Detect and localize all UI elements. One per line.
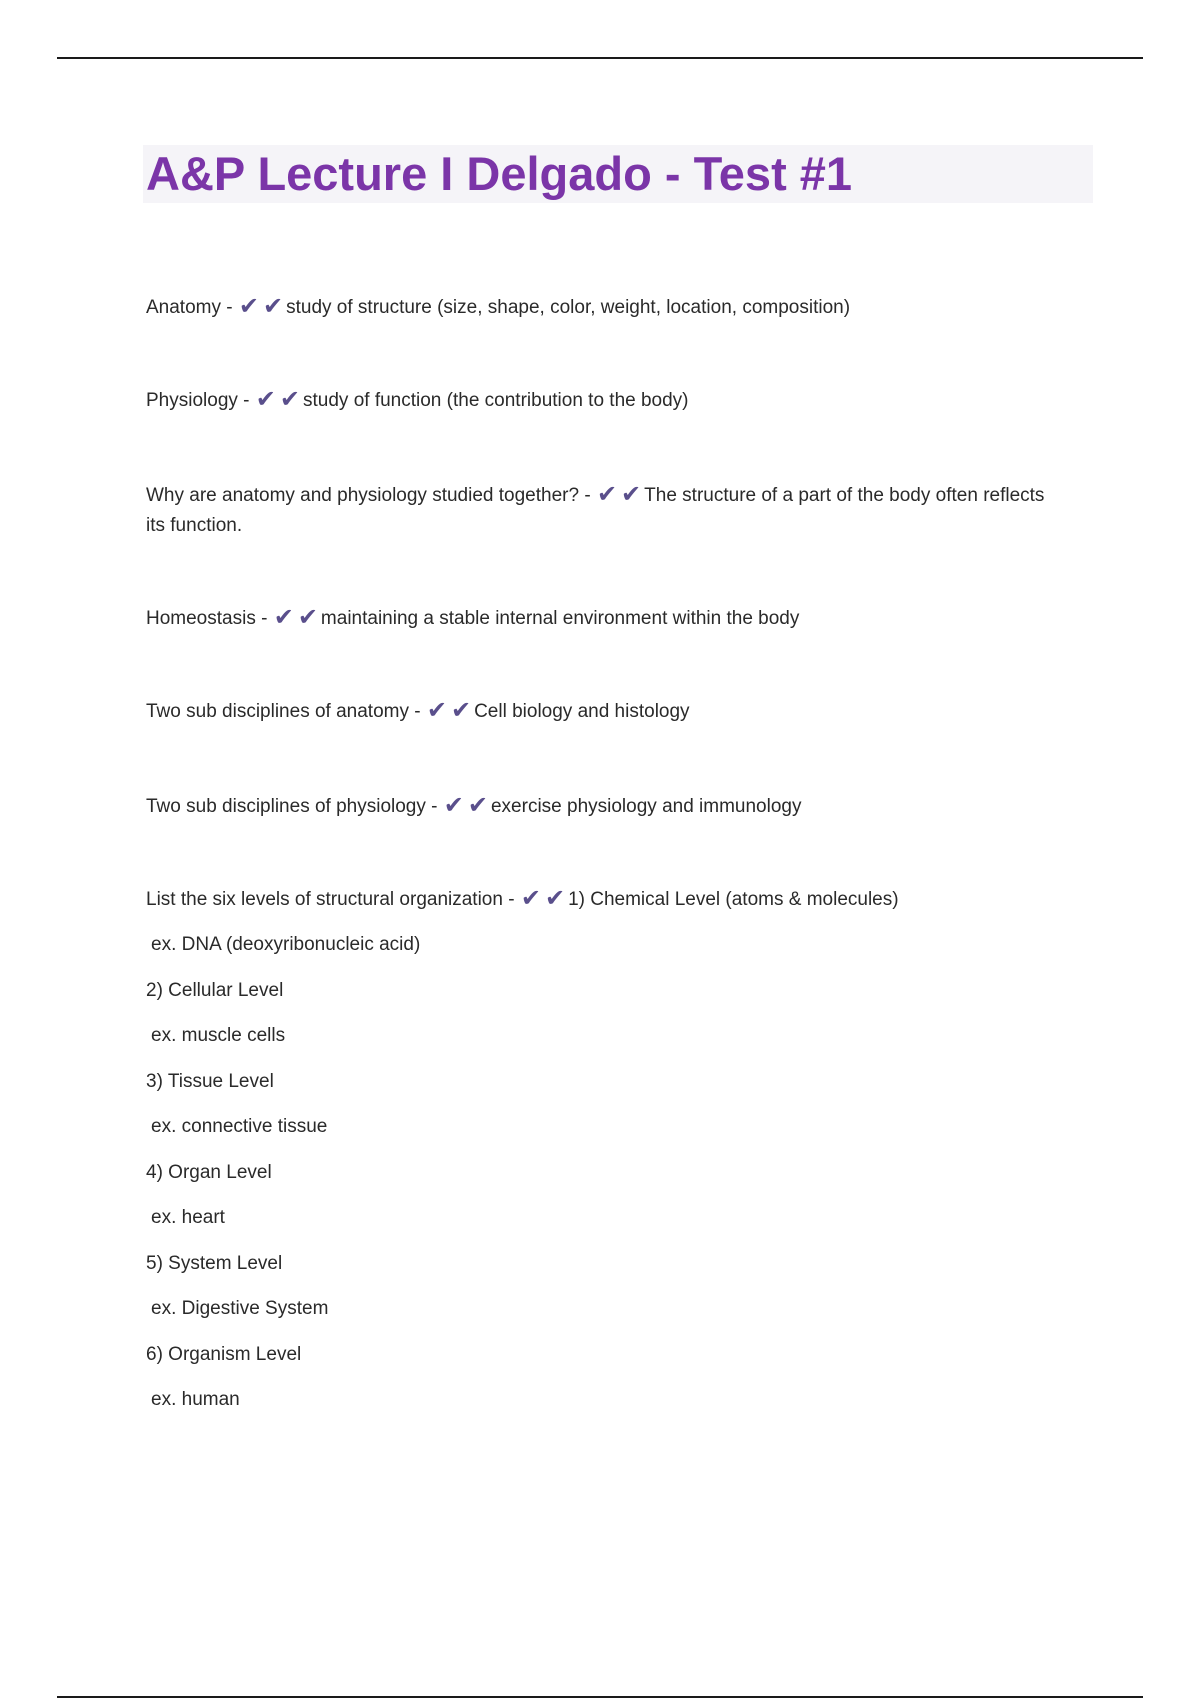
check-icon: ✔: [426, 697, 447, 724]
check-icon: ✔: [443, 792, 464, 819]
check-icon: ✔: [544, 885, 566, 912]
check-icon: ✔: [467, 792, 488, 819]
answer-text: exercise physiology and immunology: [490, 796, 802, 817]
question-text: Why are anatomy and physiology studied together? -: [146, 485, 596, 506]
check-icon: ✔: [621, 481, 642, 508]
level-example: ex. heart: [151, 1207, 225, 1228]
question-text: Two sub disciplines of physiology -: [146, 796, 443, 817]
level-item: 3) Tissue Level: [146, 1070, 274, 1092]
level-example: ex. Digestive System: [151, 1298, 329, 1319]
qa-entry-physiology: [146, 386, 1066, 416]
check-icon: ✔: [279, 386, 300, 413]
qa-entry-anatomy-subdisciplines: [146, 697, 1066, 727]
question-text: Physiology -: [146, 390, 255, 411]
level-example: ex. muscle cells: [151, 1025, 286, 1046]
level-item: 4) Organ Level: [146, 1161, 272, 1183]
question-text: Two sub disciplines of anatomy -: [146, 701, 426, 722]
level-example: ex. connective tissue: [151, 1116, 328, 1137]
qa-entry-physiology-subdisciplines: [146, 792, 1066, 822]
level-example: ex. human: [151, 1389, 240, 1410]
check-icon: ✔: [297, 604, 318, 631]
answer-text: Cell biology and histology: [474, 701, 690, 722]
answer-text: study of function (the contribution to the body): [303, 390, 689, 411]
answer-text: The structure of a part of the body often reflects its function.: [146, 485, 1045, 536]
qa-entry-anatomy: [146, 293, 1066, 323]
answer-text: maintaining a stable internal environment within the body: [320, 608, 800, 629]
answer-text: 1) Chemical Level (atoms & molecules): [568, 889, 899, 910]
level-example: ex. DNA (deoxyribonucleic acid): [151, 934, 421, 955]
qa-entry-structural-levels: [146, 885, 1066, 915]
check-icon: ✔: [255, 386, 276, 413]
check-icon: ✔: [273, 604, 294, 631]
question-text: List the six levels of structural organization -: [146, 889, 520, 910]
bottom-rule: [57, 1696, 1143, 1698]
top-rule: [57, 57, 1143, 59]
page-title: A&P Lecture I Delgado - Test #1: [146, 147, 853, 200]
answer-text: study of structure (size, shape, color, weight, location, composition): [286, 297, 851, 318]
qa-entry-homeostasis: [146, 604, 1066, 634]
check-icon: ✔: [238, 293, 259, 320]
structural-levels-list: [146, 930, 1046, 1431]
check-icon: ✔: [520, 885, 541, 912]
level-item: 5) System Level: [146, 1252, 283, 1274]
question-text: Homeostasis -: [146, 608, 273, 629]
level-item: 2) Cellular Level: [146, 979, 284, 1001]
check-icon: ✔: [450, 697, 472, 724]
question-text: Anatomy -: [146, 297, 238, 318]
qa-entry-why-together: [146, 481, 1066, 541]
level-item: 6) Organism Level: [146, 1343, 302, 1365]
check-icon: ✔: [262, 293, 284, 320]
check-icon: ✔: [596, 481, 618, 508]
